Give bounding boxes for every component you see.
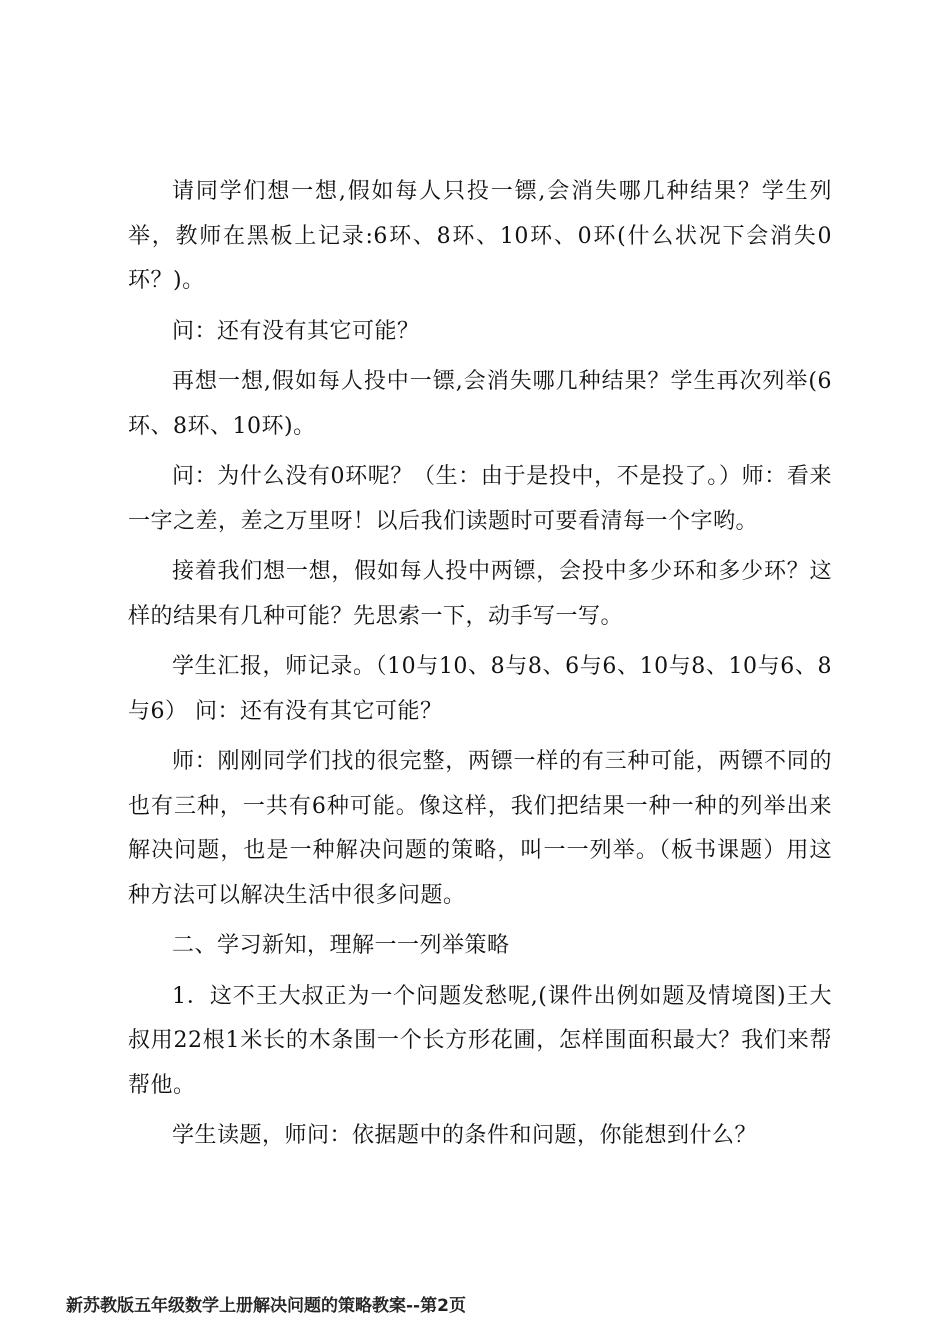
paragraph-7: 师：刚刚同学们找的很完整，两镖一样的有三种可能，两镖不同的也有三种，一共有6种可能。像这样，我们把结果一种一种的列举出来解决问题，也是一种解决问题的策略，叫一一列举。（板书课题）用这种方法可以解决生活中很多问题。 (128, 749, 832, 908)
paragraph-10: 学生读题，师问：依据题中的条件和问题，你能想到什么？ (172, 1123, 758, 1148)
section-heading: 二、学习新知，理解一一列举策略 (172, 933, 510, 958)
paragraph-5: 接着我们想一想，假如每人投中两镖，会投中多少环和多少环？这样的结果有几种可能？先思索一下，动手写一写。 (128, 559, 832, 629)
page-footer: 新苏教版五年级数学上册解决问题的策略教案--第2页 (66, 1296, 466, 1316)
paragraph-4: 问：为什么没有0环呢？（生：由于是投中，不是投了。）师：看来一字之差，差之万里呀！以后我们读题时可要看清每一个字哟。 (128, 464, 832, 534)
paragraph-9: 1．这不王大叔正为一个问题发愁呢,(课件出例如题及情境图)王大叔用22根1米长的木条围一个长方形花圃，怎样围面积最大？我们来帮帮他。 (128, 983, 832, 1098)
paragraph-1: 请同学们想一想,假如每人只投一镖,会消失哪几种结果？学生列举，教师在黑板上记录:6环、8环、10环、0环(什么状况下会消失0环？)。 (128, 179, 832, 293)
document-body (128, 170, 832, 1159)
paragraph-6: 学生汇报，师记录。（10与10、8与8、6与6、10与8、10与6、8与6） 问：还有没有其它可能？ (128, 654, 832, 724)
paragraph-3: 再想一想,假如每人投中一镖,会消失哪几种结果？学生再次列举(6环、8环、10环)。 (128, 369, 832, 439)
paragraph-2: 问：还有没有其它可能？ (172, 318, 420, 344)
